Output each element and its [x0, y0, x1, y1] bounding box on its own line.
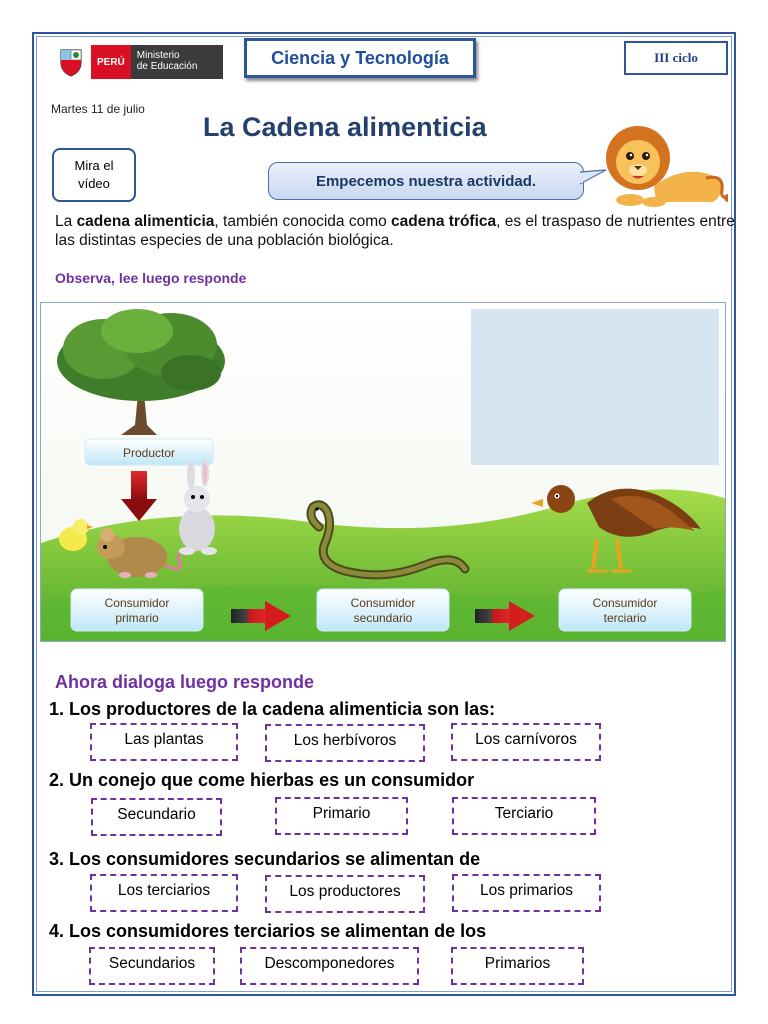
intro-text-2: , también conocida como [214, 213, 392, 230]
logo-ministry [131, 45, 223, 79]
subject-box: Ciencia y Tecnología [244, 38, 476, 78]
intro-bold-2: cadena trófica [391, 213, 497, 230]
logo-ministry-line2: de Educación [136, 61, 198, 72]
tertiary-consumer-box [559, 589, 691, 631]
q1-option-1[interactable]: Las plantas [90, 723, 238, 761]
tertiary-consumer-line2: terciario [603, 611, 647, 625]
producer-label-box [85, 439, 213, 465]
intro-paragraph [55, 212, 735, 250]
cycle-box: III ciclo [624, 41, 728, 75]
primary-consumer-line1: Consumidor [104, 596, 170, 610]
q2-option-1[interactable]: Secundario [91, 798, 222, 836]
dialog-heading: Ahora dialoga luego responde [55, 672, 315, 692]
tertiary-consumer-line1: Consumidor [592, 596, 658, 610]
q1-option-2[interactable]: Los herbívoros [265, 724, 425, 762]
question-3: 3. Los consumidores secundarios se alimentan de [49, 849, 481, 869]
food-chain-illustration [40, 302, 726, 642]
question-4: 4. Los consumidores terciarios se alimentan de los [49, 921, 487, 941]
q2-option-2[interactable]: Primario [275, 797, 408, 835]
peru-shield-icon [55, 46, 87, 78]
minedu-logo [55, 45, 223, 79]
page-title: La Cadena alimenticia [203, 112, 487, 142]
q3-option-1[interactable]: Los terciarios [90, 874, 238, 912]
logo-country: PERÚ [91, 45, 131, 79]
intro-text-1: La [55, 213, 77, 230]
q3-option-2[interactable]: Los productores [265, 875, 425, 913]
secondary-consumer-line2: secundario [353, 611, 413, 625]
speech-bubble: Empecemos nuestra actividad. [268, 162, 584, 200]
observe-instruction: Observa, lee luego responde [55, 270, 247, 286]
q4-option-3[interactable]: Primarios [451, 947, 584, 985]
watch-video-button[interactable] [52, 148, 136, 202]
lion-mascot-icon [594, 116, 728, 208]
video-placeholder [471, 309, 719, 465]
intro-bold-1: cadena alimenticia [76, 213, 215, 230]
producer-label: Productor [122, 446, 176, 460]
logo-ministry-line1: Ministerio [136, 50, 180, 61]
q4-option-1[interactable]: Secundarios [89, 947, 215, 985]
secondary-consumer-line1: Consumidor [350, 596, 416, 610]
q2-option-3[interactable]: Terciario [452, 797, 596, 835]
intro-text-3: , es el traspaso de nutrientes entre las distintas especies de una población biológica. [55, 213, 735, 249]
question-1: 1. Los productores de la cadena alimenticia son las: [49, 699, 496, 719]
q4-option-2[interactable]: Descomponedores [240, 947, 419, 985]
watch-video-line2: vídeo [78, 176, 110, 191]
question-2: 2. Un conejo que come hierbas es un consumidor [49, 770, 475, 790]
q3-option-3[interactable]: Los primarios [452, 874, 601, 912]
primary-consumer-box [71, 589, 203, 631]
secondary-consumer-box [317, 589, 449, 631]
watch-video-line1: Mira el [74, 158, 114, 173]
primary-consumer-line2: primario [115, 611, 159, 625]
date-label: Martes 11 de julio [51, 102, 145, 116]
q1-option-3[interactable]: Los carnívoros [451, 723, 601, 761]
